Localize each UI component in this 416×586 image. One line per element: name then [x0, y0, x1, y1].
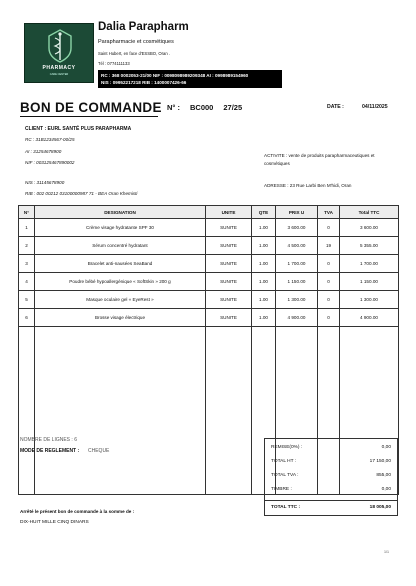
client-rc: RC : 31B1234567-00/25	[25, 137, 75, 142]
line-count-value: 6	[74, 437, 77, 443]
table-cell: 1 150.00	[276, 273, 318, 291]
table-cell: SUNITE	[206, 309, 252, 327]
table-cell: SUNITE	[206, 273, 252, 291]
table-header-row	[19, 206, 399, 219]
payment-mode-label: MODE DE REGLEMENT :	[20, 448, 80, 454]
total-ht-value: 17 150,00	[369, 459, 391, 464]
column-header: DESIGNATION	[35, 206, 206, 219]
column-header: QTE	[252, 206, 276, 219]
client-address: ADRESSE : 23 Rue Larbi Ben M'hidi, Oran	[264, 183, 352, 188]
payment-mode-value: CHEQUE	[88, 448, 110, 454]
line-count	[20, 437, 77, 443]
order-number-label: N° :	[167, 103, 180, 112]
table-cell: 1.00	[252, 237, 276, 255]
empty-cell	[35, 327, 206, 495]
table-cell: Poudre bébé hypoallergénique « SoftSkin » 200 g	[35, 273, 206, 291]
total-tva-label: TOTAL TVA :	[271, 473, 299, 478]
timbre-value: 0,00	[381, 487, 391, 492]
table-cell: 5 355.00	[340, 237, 399, 255]
table-cell: 0	[318, 309, 340, 327]
totals-box	[264, 438, 398, 516]
client-activity: ACTIVITE : vente de produits parapharmaceutiques et cosmétiques	[264, 153, 375, 166]
totals-divider	[265, 500, 397, 501]
table-cell: 0	[318, 255, 340, 273]
company-address: Saint Hubert, en face d'ESSBO, Oran .	[98, 51, 171, 56]
total-ttc-value: 18 005,00	[369, 505, 391, 510]
total-tva-value: 855,00	[376, 473, 391, 478]
table-cell: 3 600.00	[276, 219, 318, 237]
empty-cell	[206, 327, 252, 495]
table-cell: 1 700.00	[340, 255, 399, 273]
table-cell: Crème visage hydratante SPF 30	[35, 219, 206, 237]
client-name: CLIENT : EURL SANTÉ PLUS PARAPHARMA	[25, 126, 132, 132]
table-cell: 1.00	[252, 273, 276, 291]
table-cell: 0	[318, 273, 340, 291]
table-cell: SUNITE	[206, 237, 252, 255]
remise-value: 0,00	[381, 445, 391, 450]
totals-row-timbre	[271, 487, 391, 492]
totals-row-tva	[271, 473, 391, 478]
table-cell: 2	[19, 237, 35, 255]
table-cell: Masque oculaire gel « EyeRest »	[35, 291, 206, 309]
remise-label: REMISE(0%) :	[271, 445, 303, 450]
table-cell: SUNITE	[206, 255, 252, 273]
page-number: 1/1	[384, 550, 389, 554]
company-id-bar	[98, 70, 282, 88]
table-cell: 1 300.00	[276, 291, 318, 309]
line-count-label: NOMBRE DE LIGNES :	[20, 437, 73, 443]
order-number-value: BC000	[190, 103, 214, 112]
table-cell: SUNITE	[206, 291, 252, 309]
table-row	[19, 255, 399, 273]
table-cell: 4 900.00	[340, 309, 399, 327]
table-cell: 19	[318, 237, 340, 255]
column-header: N°	[19, 206, 35, 219]
logo-text: PHARMACY	[42, 65, 76, 71]
column-header: PRIX U	[276, 206, 318, 219]
logo-subtext: CARE CENTER	[49, 73, 69, 76]
table-cell: 4	[19, 273, 35, 291]
table-row	[19, 237, 399, 255]
table-cell: 1.00	[252, 255, 276, 273]
empty-cell	[19, 327, 35, 495]
document-title: BON DE COMMANDE	[20, 100, 162, 115]
table-cell: 3	[19, 255, 35, 273]
table-cell: Bracelet anti-nausées SeaBand	[35, 255, 206, 273]
client-rib: RIB : 002 00212 03100000987 71 - BEA Oran Khemisti	[25, 191, 138, 196]
table-cell: 1 150.00	[340, 273, 399, 291]
table-cell: Brosse visage électrique	[35, 309, 206, 327]
total-ttc-label: TOTAL TTC :	[271, 505, 301, 510]
table-cell: 1	[19, 219, 35, 237]
table-cell: 0	[318, 219, 340, 237]
company-ids-line2: NIS : 09952217218 RIB : 1400007426-66	[101, 80, 187, 85]
table-cell: 5	[19, 291, 35, 309]
column-header: UNITE	[206, 206, 252, 219]
table-cell: 1 700.00	[276, 255, 318, 273]
order-number	[167, 103, 252, 112]
table-cell: 6	[19, 309, 35, 327]
title-underline	[20, 116, 158, 117]
table-cell: 4 900.00	[276, 309, 318, 327]
table-cell: 1.00	[252, 309, 276, 327]
company-tagline: Parapharmacie et cosmétiques	[98, 39, 174, 45]
client-nis: NIS : 31145678900	[25, 180, 65, 185]
table-cell: Sérum concentré hydratant	[35, 237, 206, 255]
table-cell: 1.00	[252, 219, 276, 237]
amount-in-words: DIX-HUIT MILLE CINQ DINARS	[20, 520, 89, 525]
date-label: DATE :	[327, 104, 344, 110]
client-nif: NIF : 003125467890002	[25, 160, 75, 165]
table-cell: SUNITE	[206, 219, 252, 237]
table-row	[19, 291, 399, 309]
totals-row-ttc	[271, 505, 391, 510]
company-name: Dalia Parapharm	[98, 21, 189, 33]
totals-row-remise	[271, 445, 391, 450]
total-ht-label: TOTAL HT :	[271, 459, 297, 464]
amount-statement: Arrêté le présent bon de commande à la somme de :	[20, 509, 135, 514]
table-row	[19, 309, 399, 327]
table-cell: 0	[318, 291, 340, 309]
table-cell: 1 300.00	[340, 291, 399, 309]
column-header: TVA	[318, 206, 340, 219]
timbre-label: TIMBRE :	[271, 487, 292, 492]
company-ids-line1: RC : 368 0002053-21/00 NIF : 0098098989209348 AI : 0998989154960	[101, 73, 249, 78]
date-value: 04/11/2025	[362, 104, 388, 110]
order-number-suffix: 27/25	[223, 103, 243, 112]
company-logo	[24, 23, 94, 83]
client-ai: AI : 31254678900	[25, 149, 62, 154]
table-cell: 4 500.00	[276, 237, 318, 255]
table-cell: 1.00	[252, 291, 276, 309]
table-row	[19, 219, 399, 237]
column-header: Total TTC	[340, 206, 399, 219]
table-row	[19, 273, 399, 291]
table-cell: 3 600.00	[340, 219, 399, 237]
company-phone: Tél : 0774111133	[98, 61, 130, 66]
totals-row-ht	[271, 459, 391, 464]
